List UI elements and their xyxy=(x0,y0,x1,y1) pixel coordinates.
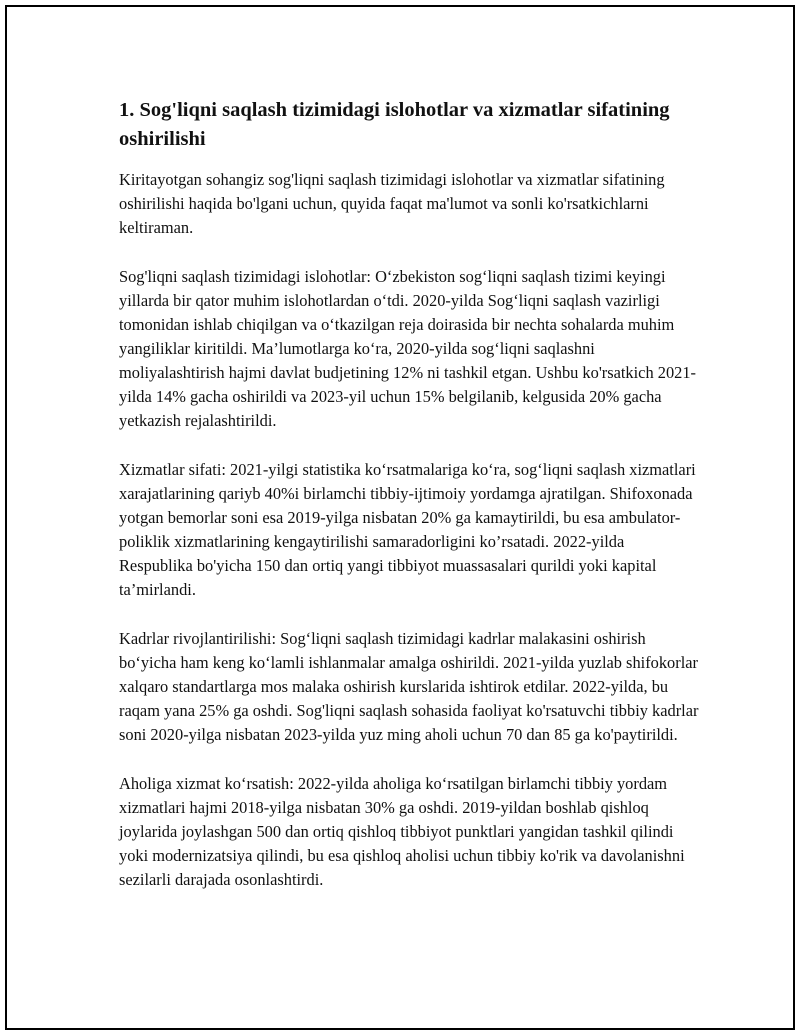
public-service-paragraph: Aholiga xizmat ko‘rsatish: 2022-yilda aholiga ko‘rsatilgan birlamchi tibbiy yordam xizmatlari hajmi 2018-yilga nisbatan 30% ga oshdi. 2019-yildan boshlab qishloq joylarida joylashgan 500 dan ortiq qishloq tibbiyot punktlari yangidan tashkil qilindi yoki modernizatsiya qilindi, bu esa qishloq aholisi uchun tibbiy ko'rik va davolanishni sezilarli darajada osonlashtirdi. xyxy=(119,774,685,889)
service-quality-paragraph: Xizmatlar sifati: 2021-yilgi statistika ko‘rsatmalariga ko‘ra, sog‘liqni saqlash xizmatlari xarajatlarining qariyb 40%i birlamchi tibbiy-ijtimoiy yordamga ajratilgan. Shifoxonada yotgan bemorlar soni esa 2019-yilga nisbatan 20% ga kamaytirildi, bu esa ambulator-poliklik xizmatlarining kengaytirilishi samaradorligini ko’rsatadi. 2022-yilda Respublika bo'yicha 150 dan ortiq yangi tibbiyot muassasalari qurildi yoki kapital ta’mirlandi. xyxy=(119,460,696,599)
staff-development-paragraph: Kadrlar rivojlantirilishi: Sog‘liqni saqlash tizimidagi kadrlar malakasini oshirish bo‘yicha ham keng ko‘lamli ishlanmalar amalga oshirildi. 2021-yilda yuzlab shifokorlar xalqaro standartlarga mos malaka oshirish kurslarida ishtirok etdilar. 2022-yilda, bu raqam yana 25% ga oshdi. Sog'liqni saqlash sohasida faoliyat ko'rsatuvchi tibbiy kadrlar soni 2020-yilga nisbatan 2023-yilda yuz ming aholi uchun 70 dan 85 ga ko'paytirildi. xyxy=(119,629,699,744)
reforms-paragraph: Sog'liqni saqlash tizimidagi islohotlar: O‘zbekiston sog‘liqni saqlash tizimi keyingi yillarda bir qator muhim islohotlardan o‘tdi. 2020-yilda Sog‘liqni saqlash vazirligi tomonidan ishlab chiqilgan va o‘tkazilgan reja doirasida bir nechta sohalarda muhim yangiliklar kiritildi. Ma’lumotlarga ko‘ra, 2020-yilda sog‘liqni saqlashni moliyalashtirish hajmi davlat budjetining 12% ni tashkil etgan. Ushbu ko'rsatkich 2021-yilda 14% gacha oshirildi va 2023-yil uchun 15% belgilanib, kelgusida 20% gacha yetkazish rejalashtirildi. xyxy=(119,267,696,430)
document-body xyxy=(119,96,699,917)
page-frame xyxy=(5,5,795,1030)
document-title: 1. Sog'liqni saqlash tizimidagi islohotlar va xizmatlar sifatining oshirilishi xyxy=(119,99,670,150)
intro-paragraph: Kiritayotgan sohangiz sog'liqni saqlash tizimidagi islohotlar va xizmatlar sifatining oshirilishi haqida bo'lgani uchun, quyida faqat ma'lumot va sonli ko'rsatkichlarni keltiraman. xyxy=(119,170,665,237)
